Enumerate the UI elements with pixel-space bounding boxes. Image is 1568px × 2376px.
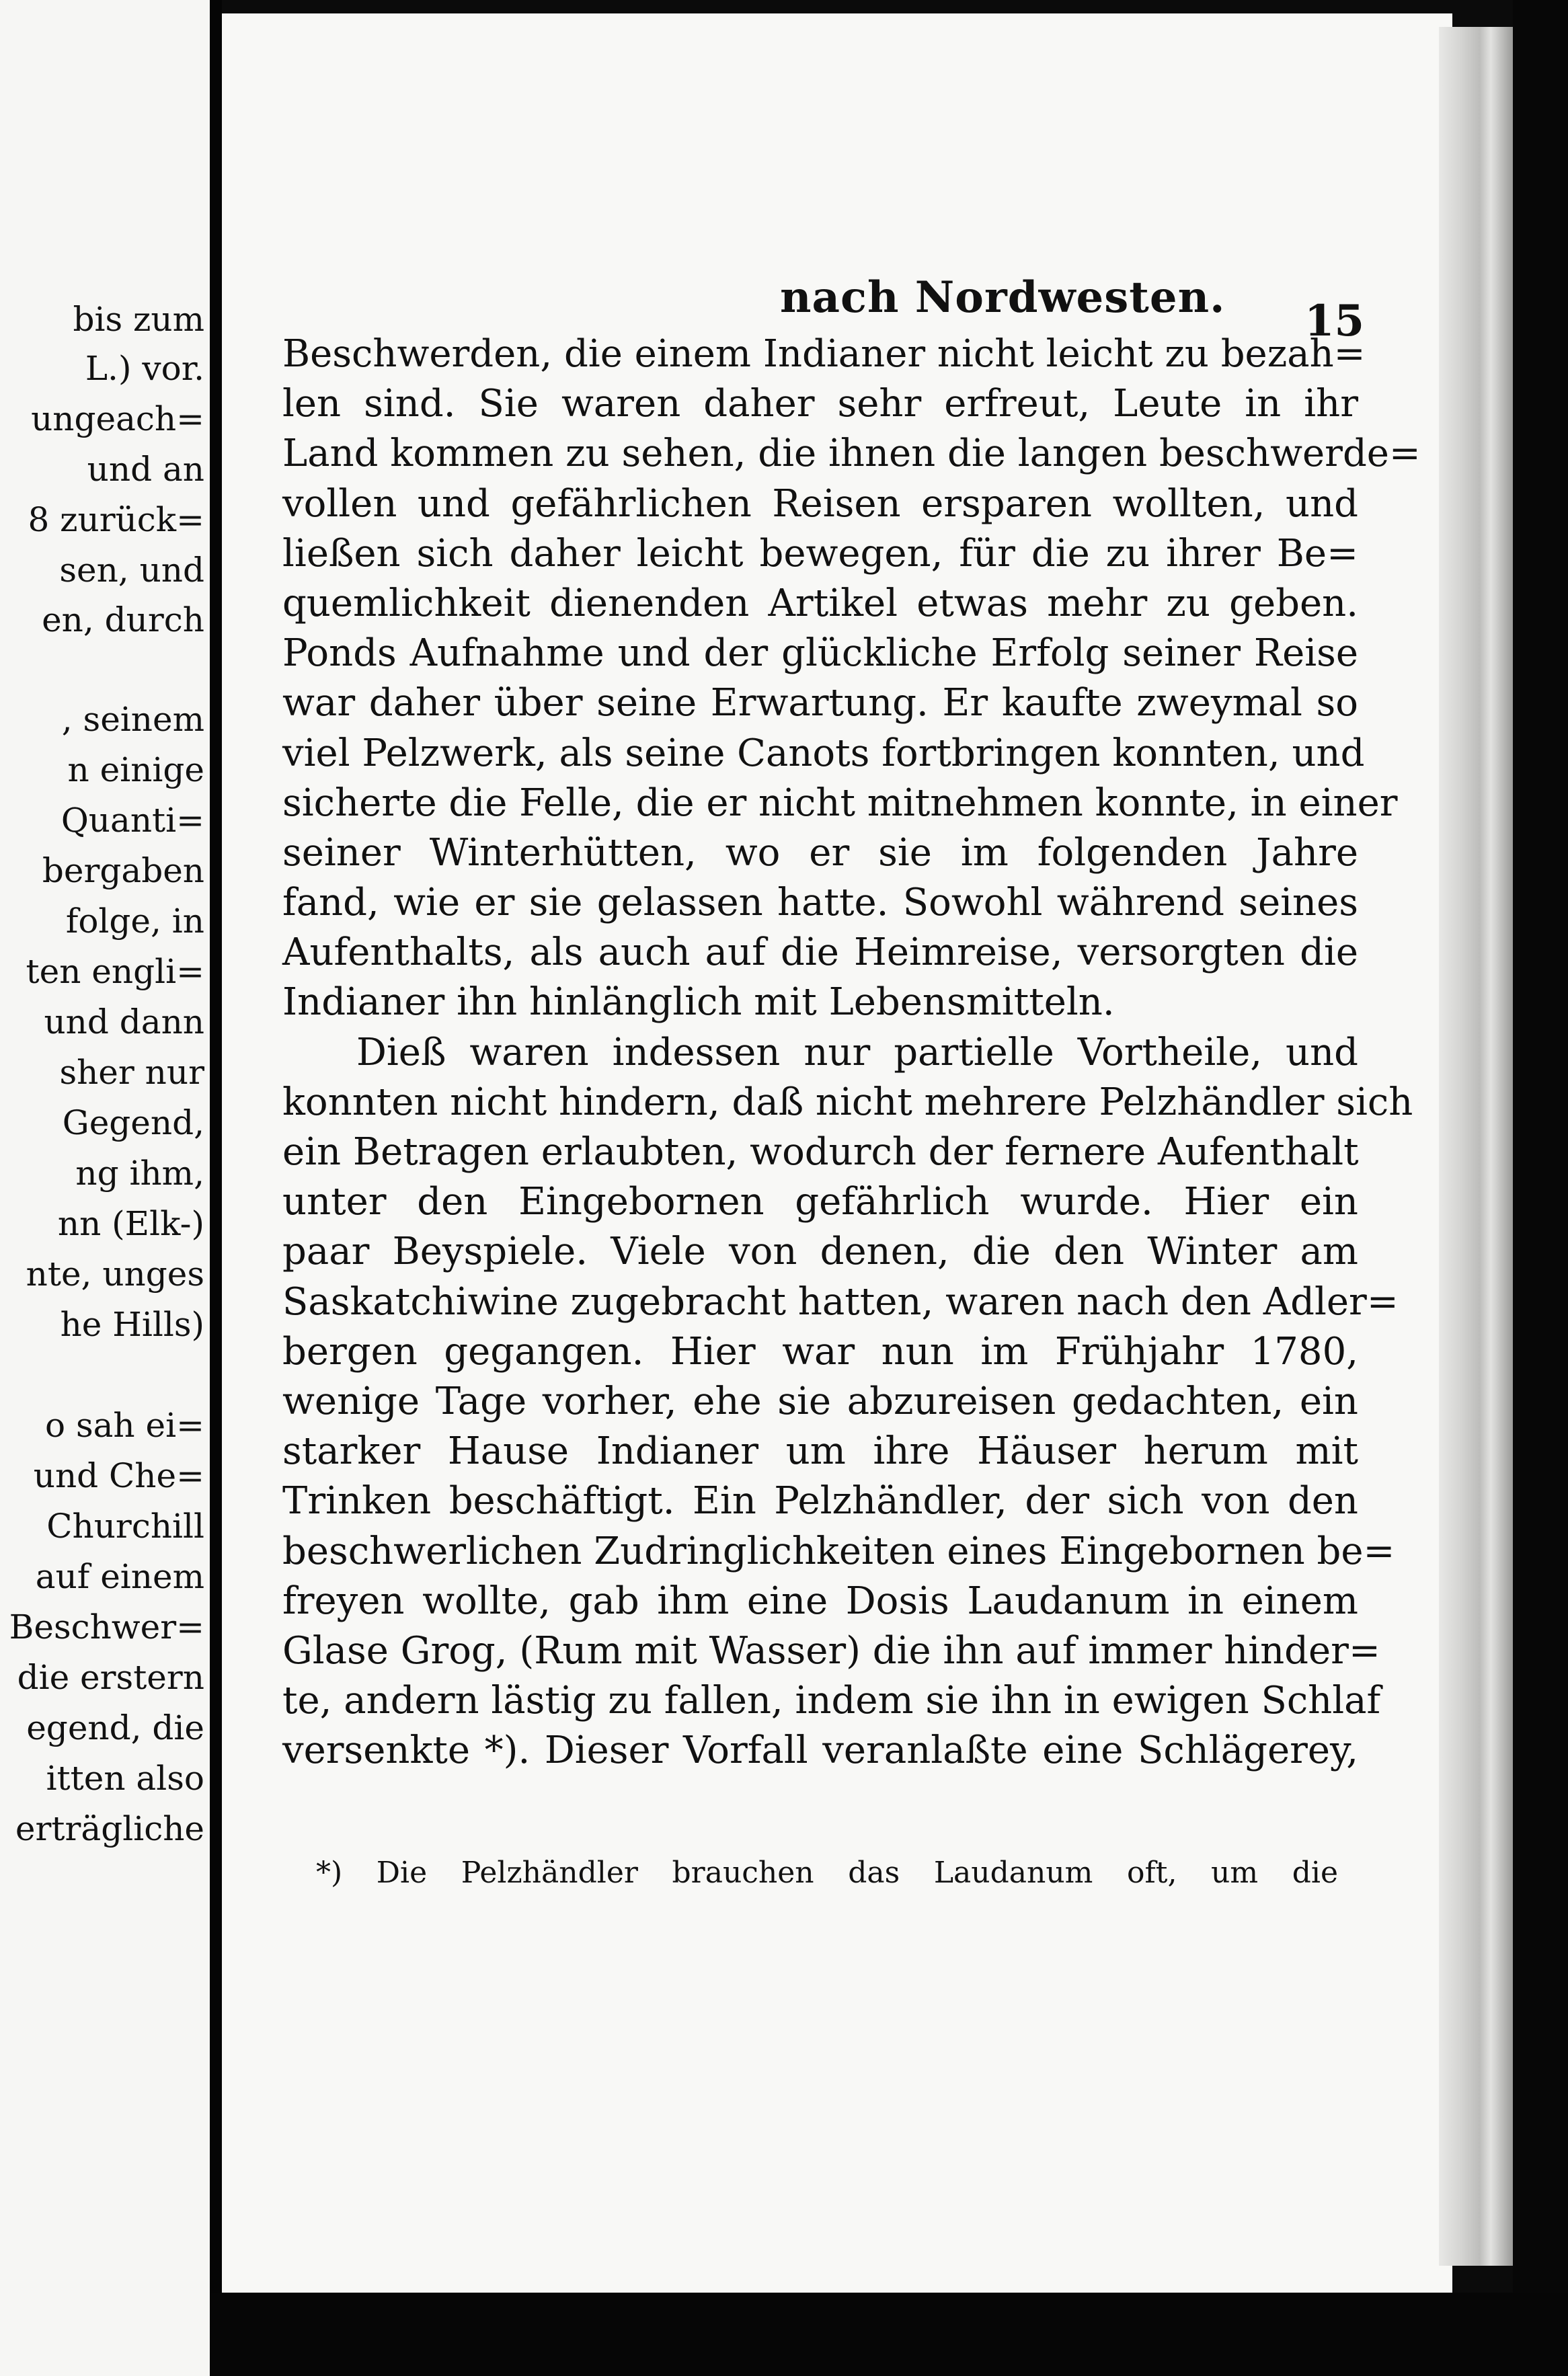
page-edge	[1439, 27, 1513, 2266]
text-line: Indianer ihn hinlänglich mit Lebensmitteln.	[282, 980, 1115, 1025]
text-line: Beschwerden, die einem Indianer nicht leicht zu bezah=	[282, 332, 1366, 376]
text-line: konnten nicht hindern, daß nicht mehrere Pelzhändler sich	[282, 1080, 1413, 1124]
left-page-line: egend, die	[26, 1708, 204, 1747]
left-page-line: Quanti=	[61, 801, 204, 840]
left-page-line: ng ihm,	[75, 1154, 204, 1193]
text-line: te, andern lästig zu fallen, indem sie ihn in ewigen Schlaf	[282, 1679, 1381, 1723]
text-line: ein Betragen erlaubten, wodurch der fernere Aufenthalt	[282, 1130, 1359, 1174]
bottom-background	[210, 2293, 1568, 2376]
text-line: ließen sich daher leicht bewegen, für die zu ihrer Be=	[282, 531, 1358, 576]
left-page-line: ungeach=	[31, 399, 204, 438]
text-line: vollen und gefährlichen Reisen ersparen wollten, und	[282, 481, 1358, 526]
left-page-line: itten also	[46, 1759, 204, 1798]
text-line: wenige Tage vorher, ehe sie abzureisen gedachten, ein	[282, 1379, 1358, 1423]
left-page-line: folge, in	[65, 902, 204, 941]
left-page-line: sen, und	[59, 551, 204, 590]
left-page-line: 8 zurück=	[28, 500, 204, 539]
left-page-line: en, durch	[42, 600, 204, 639]
text-line: war daher über seine Erwartung. Er kaufte zweymal so	[282, 681, 1358, 725]
text-line: fand, wie er sie gelassen hatte. Sowohl während seines	[282, 881, 1358, 925]
running-head: nach Nordwesten.	[780, 272, 1226, 323]
left-page	[0, 0, 210, 2376]
left-page-line: und Che=	[33, 1456, 204, 1495]
left-page-line: sher nur	[59, 1053, 204, 1092]
page-number: 15	[1304, 296, 1365, 346]
text-line: paar Beyspiele. Viele von denen, die den Winter am	[282, 1230, 1358, 1274]
left-page-line: nn (Elk-)	[57, 1204, 204, 1243]
text-line: sicherte die Felle, die er nicht mitnehmen konnte, in einer	[282, 781, 1398, 825]
text-line: starker Hause Indianer um ihre Häuser herum mit	[282, 1429, 1358, 1474]
left-page-line: he Hills)	[60, 1305, 204, 1344]
text-line: versenkte *). Dieser Vorfall veranlaßte eine Schlägerey,	[282, 1729, 1358, 1773]
text-line: freyen wollte, gab ihm eine Dosis Laudanum in einem	[282, 1579, 1358, 1623]
text-line: Land kommen zu sehen, die ihnen die langen beschwerde=	[282, 432, 1421, 476]
left-page-line: bis zum	[73, 300, 204, 339]
left-page-line: und an	[87, 450, 204, 489]
text-line: Saskatchiwine zugebracht hatten, waren nach den Adler=	[282, 1279, 1399, 1324]
left-page-line: Beschwer=	[9, 1608, 204, 1647]
left-page-line: bergaben	[42, 851, 204, 890]
text-line: Ponds Aufnahme und der glückliche Erfolg seiner Reise	[282, 631, 1358, 676]
left-page-line: erträgliche	[15, 1809, 204, 1848]
text-line: beschwerlichen Zudringlichkeiten eines Eingebornen be=	[282, 1529, 1395, 1573]
text-line: len sind. Sie waren daher sehr erfreut, Leute in ihr	[282, 382, 1358, 426]
text-line: quemlichkeit dienenden Artikel etwas mehr zu geben.	[282, 581, 1358, 625]
left-page-line: , seinem	[61, 700, 204, 739]
text-line: Dieß waren indessen nur partielle Vortheile, und	[356, 1030, 1358, 1074]
book-gutter	[210, 0, 222, 2376]
footnote: *) Die Pelzhändler brauchen das Laudanum oft, um die	[316, 1856, 1338, 1890]
left-page-line: n einige	[67, 750, 204, 789]
left-page-line: L.) vor.	[85, 349, 204, 388]
left-page-line: und dann	[44, 1002, 204, 1041]
left-page-line: o sah ei=	[44, 1406, 204, 1445]
left-page-line: ten engli=	[26, 952, 204, 991]
text-line: Aufenthalts, als auch auf die Heimreise, versorgten die	[282, 930, 1358, 975]
body-text	[282, 329, 1421, 1776]
text-line: seiner Winterhütten, wo er sie im folgenden Jahre	[282, 830, 1358, 875]
text-line: viel Pelzwerk, als seine Canots fortbringen konnten, und	[282, 731, 1365, 775]
text-line: Trinken beschäftigt. Ein Pelzhändler, der sich von den	[282, 1479, 1358, 1523]
text-line: unter den Eingebornen gefährlich wurde. Hier ein	[282, 1180, 1358, 1224]
left-page-line: Gegend,	[62, 1103, 204, 1142]
left-page-line: auf einem	[35, 1557, 204, 1596]
text-line: bergen gegangen. Hier war nun im Frühjahr 1780,	[282, 1329, 1358, 1374]
left-page-line: die erstern	[17, 1658, 204, 1697]
left-page-line: nte, unges	[26, 1255, 204, 1294]
text-line: Glase Grog, (Rum mit Wasser) die ihn auf immer hinder=	[282, 1628, 1380, 1673]
main-page	[222, 13, 1452, 2293]
right-background	[1513, 0, 1568, 2376]
left-page-line: Churchill	[46, 1507, 204, 1546]
